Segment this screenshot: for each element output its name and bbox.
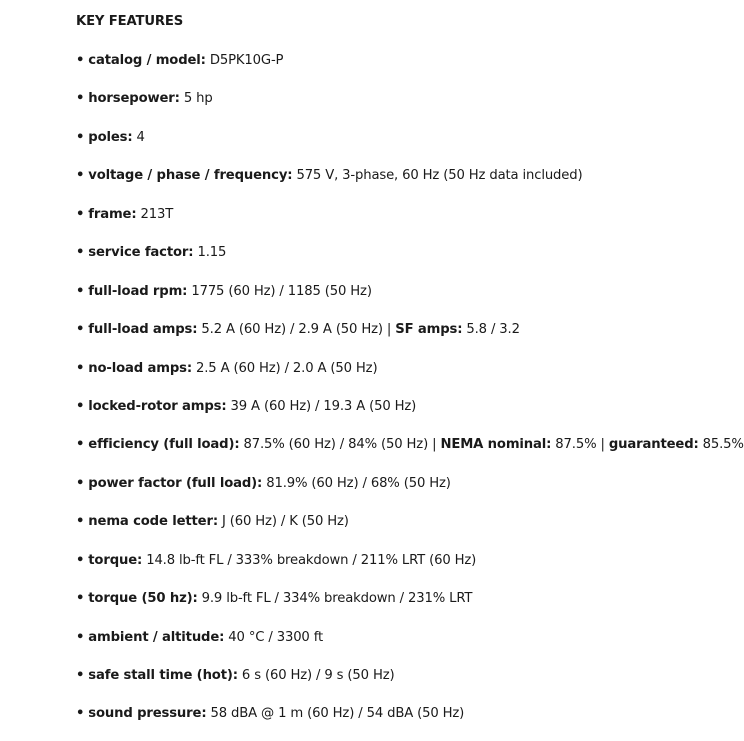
bullet-icon: • (76, 706, 85, 722)
feature-value: 5 hp (179, 91, 213, 107)
bullet-icon: • (76, 53, 85, 68)
feature-label: locked-rotor amps: (88, 398, 227, 414)
feature-value: 9.9 lb-ft FL / 334% breakdown / 231% LRT (197, 591, 473, 607)
bullet-icon: • (76, 206, 85, 222)
feature-label: full-load rpm: (88, 283, 188, 299)
feature-value: 575 V, 3-phase, 60 Hz (50 Hz data included) (292, 168, 583, 184)
feature-item (76, 513, 727, 531)
feature-value: 1.15 (193, 245, 227, 261)
feature-label: nema code letter: (88, 514, 218, 530)
feature-label: NEMA nominal: (440, 437, 552, 453)
feature-value: 40 °C / 3300 ft (224, 629, 323, 645)
feature-value: D5PK10G-P (205, 53, 284, 68)
feature-value: 14.8 lb-ft FL / 333% breakdown / 211% LRT (60 Hz) (142, 552, 477, 568)
feature-label: sound pressure: (88, 706, 207, 722)
feature-label: catalog / model: (88, 53, 206, 68)
feature-item (76, 590, 727, 608)
feature-label: power factor (full load): (88, 475, 263, 491)
bullet-icon: • (76, 398, 85, 414)
feature-label: torque (50 hz): (88, 591, 198, 607)
feature-item (76, 90, 727, 108)
feature-value: 87.5% (60 Hz) / 84% (50 Hz) | (239, 437, 441, 453)
bullet-icon: • (76, 514, 85, 530)
feature-item (76, 244, 727, 262)
feature-item (76, 206, 727, 224)
feature-value: 6 s (60 Hz) / 9 s (50 Hz) (237, 668, 395, 683)
bullet-icon: • (76, 591, 85, 607)
bullet-icon: • (76, 245, 85, 261)
bullet-icon: • (76, 552, 85, 568)
feature-value: 1775 (60 Hz) / 1185 (50 Hz) (187, 283, 372, 299)
feature-label: ambient / altitude: (88, 629, 225, 645)
feature-value: 85.5% (698, 437, 744, 453)
feature-value: 4 (132, 129, 145, 145)
feature-value: J (60 Hz) / K (50 Hz) (217, 514, 349, 530)
feature-value: 2.5 A (60 Hz) / 2.0 A (50 Hz) (191, 360, 378, 376)
feature-item (76, 705, 727, 723)
feature-value: 81.9% (60 Hz) / 68% (50 Hz) (262, 475, 451, 491)
bullet-icon: • (76, 437, 85, 453)
feature-item (76, 360, 727, 378)
feature-item (76, 552, 727, 570)
bullet-icon: • (76, 475, 85, 491)
feature-value: 5.2 A (60 Hz) / 2.9 A (50 Hz) | (197, 322, 396, 338)
bullet-icon: • (76, 129, 85, 145)
bullet-icon: • (76, 283, 85, 299)
feature-value: 87.5% | (551, 437, 609, 453)
feature-label: no-load amps: (88, 360, 192, 376)
feature-item (76, 398, 727, 416)
feature-label: torque: (88, 552, 143, 568)
feature-label: guaranteed: (608, 437, 699, 453)
feature-label: voltage / phase / frequency: (88, 168, 293, 184)
feature-item (76, 667, 727, 685)
bullet-icon: • (76, 168, 85, 184)
feature-item (76, 167, 727, 185)
feature-item (76, 321, 727, 339)
feature-label: full-load amps: (88, 322, 198, 338)
feature-value: 58 dBA @ 1 m (60 Hz) / 54 dBA (50 Hz) (206, 706, 465, 722)
feature-value: 39 A (60 Hz) / 19.3 A (50 Hz) (226, 398, 417, 414)
feature-label: SF amps: (395, 322, 463, 338)
feature-value: 213T (136, 206, 174, 222)
bullet-icon: • (76, 629, 85, 645)
feature-item (76, 283, 727, 301)
feature-item (76, 129, 727, 147)
bullet-icon: • (76, 322, 85, 338)
feature-label: safe stall time (hot): (88, 668, 238, 683)
feature-item (76, 52, 727, 70)
feature-label: horsepower: (88, 91, 180, 107)
feature-label: poles: (88, 129, 133, 145)
feature-label: service factor: (88, 245, 194, 261)
feature-item (76, 436, 744, 454)
bullet-icon: • (76, 91, 85, 107)
feature-item (76, 475, 727, 493)
bullet-icon: • (76, 360, 85, 376)
bullet-icon: • (76, 668, 85, 683)
feature-label: efficiency (full load): (88, 437, 240, 453)
feature-value: 5.8 / 3.2 (462, 322, 520, 338)
feature-label: frame: (88, 206, 137, 222)
features-list (76, 52, 744, 723)
feature-item (76, 629, 727, 647)
section-heading: KEY FEATURES (76, 14, 184, 29)
